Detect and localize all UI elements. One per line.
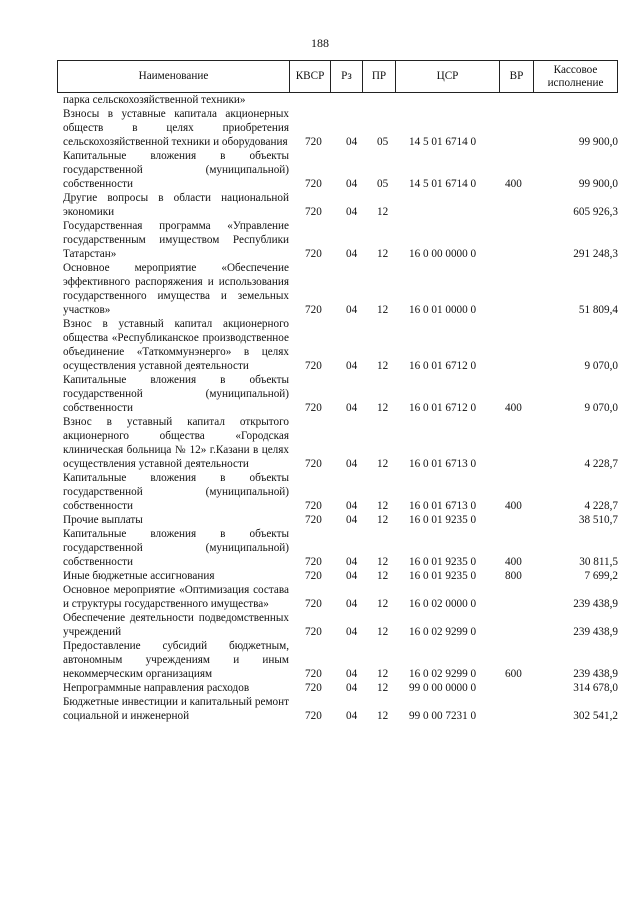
row-name: Капитальные вложения в объекты государственной (муниципальной) собственности xyxy=(63,150,289,190)
row-pr: 12 xyxy=(377,668,389,680)
row-name: Государственная программа «Управление государственным имуществом Республики Татарстан» xyxy=(63,220,289,260)
row-pr: 12 xyxy=(377,570,389,582)
row-pr: 12 xyxy=(377,710,389,722)
row-rz: 04 xyxy=(346,178,358,190)
row-amount: 4 228,7 xyxy=(584,458,618,470)
row-amount: 7 699,2 xyxy=(584,570,618,582)
table-row xyxy=(0,583,640,611)
row-rz: 04 xyxy=(346,570,358,582)
row-pr: 12 xyxy=(377,458,389,470)
row-amount: 291 248,3 xyxy=(573,248,618,260)
row-rz: 04 xyxy=(346,626,358,638)
row-csr: 16 0 02 9299 0 xyxy=(409,626,477,638)
row-csr: 16 0 01 9235 0 xyxy=(409,570,477,582)
header-vr: ВР xyxy=(500,61,534,92)
row-vr: 400 xyxy=(505,402,522,414)
row-name: Взнос в уставный капитал открытого акционерного общества «Городская клиническая больница № 12» г.Казани в целях осуществления уставной деятельности xyxy=(63,416,289,470)
table-row xyxy=(0,107,640,149)
header-execution: Кассовое исполнение xyxy=(547,63,604,89)
row-vr: 400 xyxy=(505,556,522,568)
row-csr: 99 0 00 0000 0 xyxy=(409,682,477,694)
row-pr: 12 xyxy=(377,248,389,260)
row-pr: 05 xyxy=(377,178,389,190)
table-row xyxy=(0,415,640,471)
row-kvsr: 720 xyxy=(305,402,322,414)
row-kvsr: 720 xyxy=(305,626,322,638)
row-pr: 12 xyxy=(377,682,389,694)
table-row xyxy=(0,471,640,513)
row-kvsr: 720 xyxy=(305,514,322,526)
header-csr: ЦСР xyxy=(396,61,500,92)
row-csr: 16 0 02 0000 0 xyxy=(409,598,477,610)
row-kvsr: 720 xyxy=(305,500,322,512)
row-amount: 239 438,9 xyxy=(573,598,618,610)
row-csr: 99 0 00 7231 0 xyxy=(409,710,477,722)
row-amount: 605 926,3 xyxy=(573,206,618,218)
row-kvsr: 720 xyxy=(305,598,322,610)
row-csr: 16 0 01 9235 0 xyxy=(409,514,477,526)
row-kvsr: 720 xyxy=(305,710,322,722)
row-kvsr: 720 xyxy=(305,136,322,148)
header-name: Наименование xyxy=(58,61,290,92)
row-rz: 04 xyxy=(346,304,358,316)
table-row xyxy=(0,695,640,723)
row-name: парка сельскохозяйственной техники» xyxy=(63,94,246,106)
row-amount: 9 070,0 xyxy=(584,360,618,372)
row-pr: 12 xyxy=(377,360,389,372)
row-pr: 12 xyxy=(377,514,389,526)
row-csr: 16 0 01 9235 0 xyxy=(409,556,477,568)
row-vr: 600 xyxy=(505,668,522,680)
row-amount: 239 438,9 xyxy=(573,626,618,638)
table-row xyxy=(0,513,640,527)
row-rz: 04 xyxy=(346,402,358,414)
row-pr: 12 xyxy=(377,598,389,610)
row-amount: 4 228,7 xyxy=(584,500,618,512)
row-csr: 14 5 01 6714 0 xyxy=(409,178,477,190)
table-row xyxy=(0,611,640,639)
row-csr: 16 0 01 0000 0 xyxy=(409,304,477,316)
row-amount: 9 070,0 xyxy=(584,402,618,414)
row-csr: 14 5 01 6714 0 xyxy=(409,136,477,148)
row-kvsr: 720 xyxy=(305,682,322,694)
table-row xyxy=(0,191,640,219)
header-kvsr: КВСР xyxy=(290,61,331,92)
row-rz: 04 xyxy=(346,598,358,610)
page-number: 188 xyxy=(311,36,329,50)
row-name: Капитальные вложения в объекты государственной (муниципальной) собственности xyxy=(63,528,289,568)
row-pr: 12 xyxy=(377,626,389,638)
row-vr: 400 xyxy=(505,500,522,512)
row-name: Иные бюджетные ассигнования xyxy=(63,570,215,582)
row-amount: 302 541,2 xyxy=(573,710,618,722)
table-row xyxy=(0,569,640,583)
table-header xyxy=(57,60,618,93)
row-csr: 16 0 01 6713 0 xyxy=(409,500,477,512)
row-rz: 04 xyxy=(346,710,358,722)
row-kvsr: 720 xyxy=(305,206,322,218)
row-csr: 16 0 01 6713 0 xyxy=(409,458,477,470)
row-amount: 30 811,5 xyxy=(579,556,618,568)
table-row xyxy=(0,681,640,695)
row-name: Бюджетные инвестиции и капитальный ремонт социальной и инженерной xyxy=(63,696,289,722)
row-name: Обеспечение деятельности подведомственных учреждений xyxy=(63,612,289,638)
row-name: Непрограммные направления расходов xyxy=(63,682,250,694)
row-kvsr: 720 xyxy=(305,178,322,190)
row-name: Другие вопросы в области национальной экономики xyxy=(63,192,289,218)
table-row xyxy=(0,149,640,191)
row-kvsr: 720 xyxy=(305,248,322,260)
row-amount: 239 438,9 xyxy=(573,668,618,680)
row-vr: 400 xyxy=(505,178,522,190)
row-kvsr: 720 xyxy=(305,570,322,582)
table-body xyxy=(0,93,640,723)
table-row xyxy=(0,93,640,107)
row-name: Взнос в уставный капитал акционерного общества «Республиканское производственное объединение «Таткоммунэнерго» в целях осуществления уставной деятельности xyxy=(63,318,289,372)
row-amount: 99 900,0 xyxy=(578,178,618,190)
row-rz: 04 xyxy=(346,682,358,694)
row-kvsr: 720 xyxy=(305,458,322,470)
row-pr: 12 xyxy=(377,206,389,218)
row-rz: 04 xyxy=(346,136,358,148)
row-csr: 16 0 01 6712 0 xyxy=(409,360,477,372)
table-row xyxy=(0,639,640,681)
row-csr: 16 0 02 9299 0 xyxy=(409,668,477,680)
table-row xyxy=(0,219,640,261)
row-rz: 04 xyxy=(346,500,358,512)
table-row xyxy=(0,261,640,317)
row-vr: 800 xyxy=(505,570,522,582)
row-kvsr: 720 xyxy=(305,668,322,680)
row-name: Взносы в уставные капитала акционерных обществ в целях приобретения сельскохозяйственной техники и оборудования xyxy=(63,108,289,148)
row-pr: 05 xyxy=(377,136,389,148)
table-row xyxy=(0,373,640,415)
row-kvsr: 720 xyxy=(305,304,322,316)
row-rz: 04 xyxy=(346,360,358,372)
row-name: Капитальные вложения в объекты государственной (муниципальной) собственности xyxy=(63,374,289,414)
row-name: Прочие выплаты xyxy=(63,514,143,526)
row-rz: 04 xyxy=(346,458,358,470)
row-pr: 12 xyxy=(377,402,389,414)
row-pr: 12 xyxy=(377,500,389,512)
row-pr: 12 xyxy=(377,556,389,568)
row-amount: 99 900,0 xyxy=(578,136,618,148)
row-name: Основное мероприятие «Обеспечение эффективного распоряжения и использования государственного имущества и земельных участков» xyxy=(63,262,289,316)
row-amount: 314 678,0 xyxy=(573,682,618,694)
table-row xyxy=(0,317,640,373)
row-amount: 38 510,7 xyxy=(578,514,618,526)
row-kvsr: 720 xyxy=(305,360,322,372)
row-csr: 16 0 01 6712 0 xyxy=(409,402,477,414)
row-name: Предоставление субсидий бюджетным, автономным учреждениям и иным некоммерческим организациям xyxy=(63,640,289,680)
row-rz: 04 xyxy=(346,248,358,260)
row-pr: 12 xyxy=(377,304,389,316)
row-name: Капитальные вложения в объекты государственной (муниципальной) собственности xyxy=(63,472,289,512)
header-pr: ПР xyxy=(363,61,396,92)
row-name: Основное мероприятие «Оптимизация состава и структуры государственного имущества» xyxy=(63,584,289,610)
row-rz: 04 xyxy=(346,206,358,218)
row-csr: 16 0 00 0000 0 xyxy=(409,248,477,260)
row-rz: 04 xyxy=(346,668,358,680)
row-rz: 04 xyxy=(346,514,358,526)
table-row xyxy=(0,527,640,569)
header-rz: Рз xyxy=(331,61,363,92)
row-kvsr: 720 xyxy=(305,556,322,568)
row-amount: 51 809,4 xyxy=(578,304,618,316)
row-rz: 04 xyxy=(346,556,358,568)
